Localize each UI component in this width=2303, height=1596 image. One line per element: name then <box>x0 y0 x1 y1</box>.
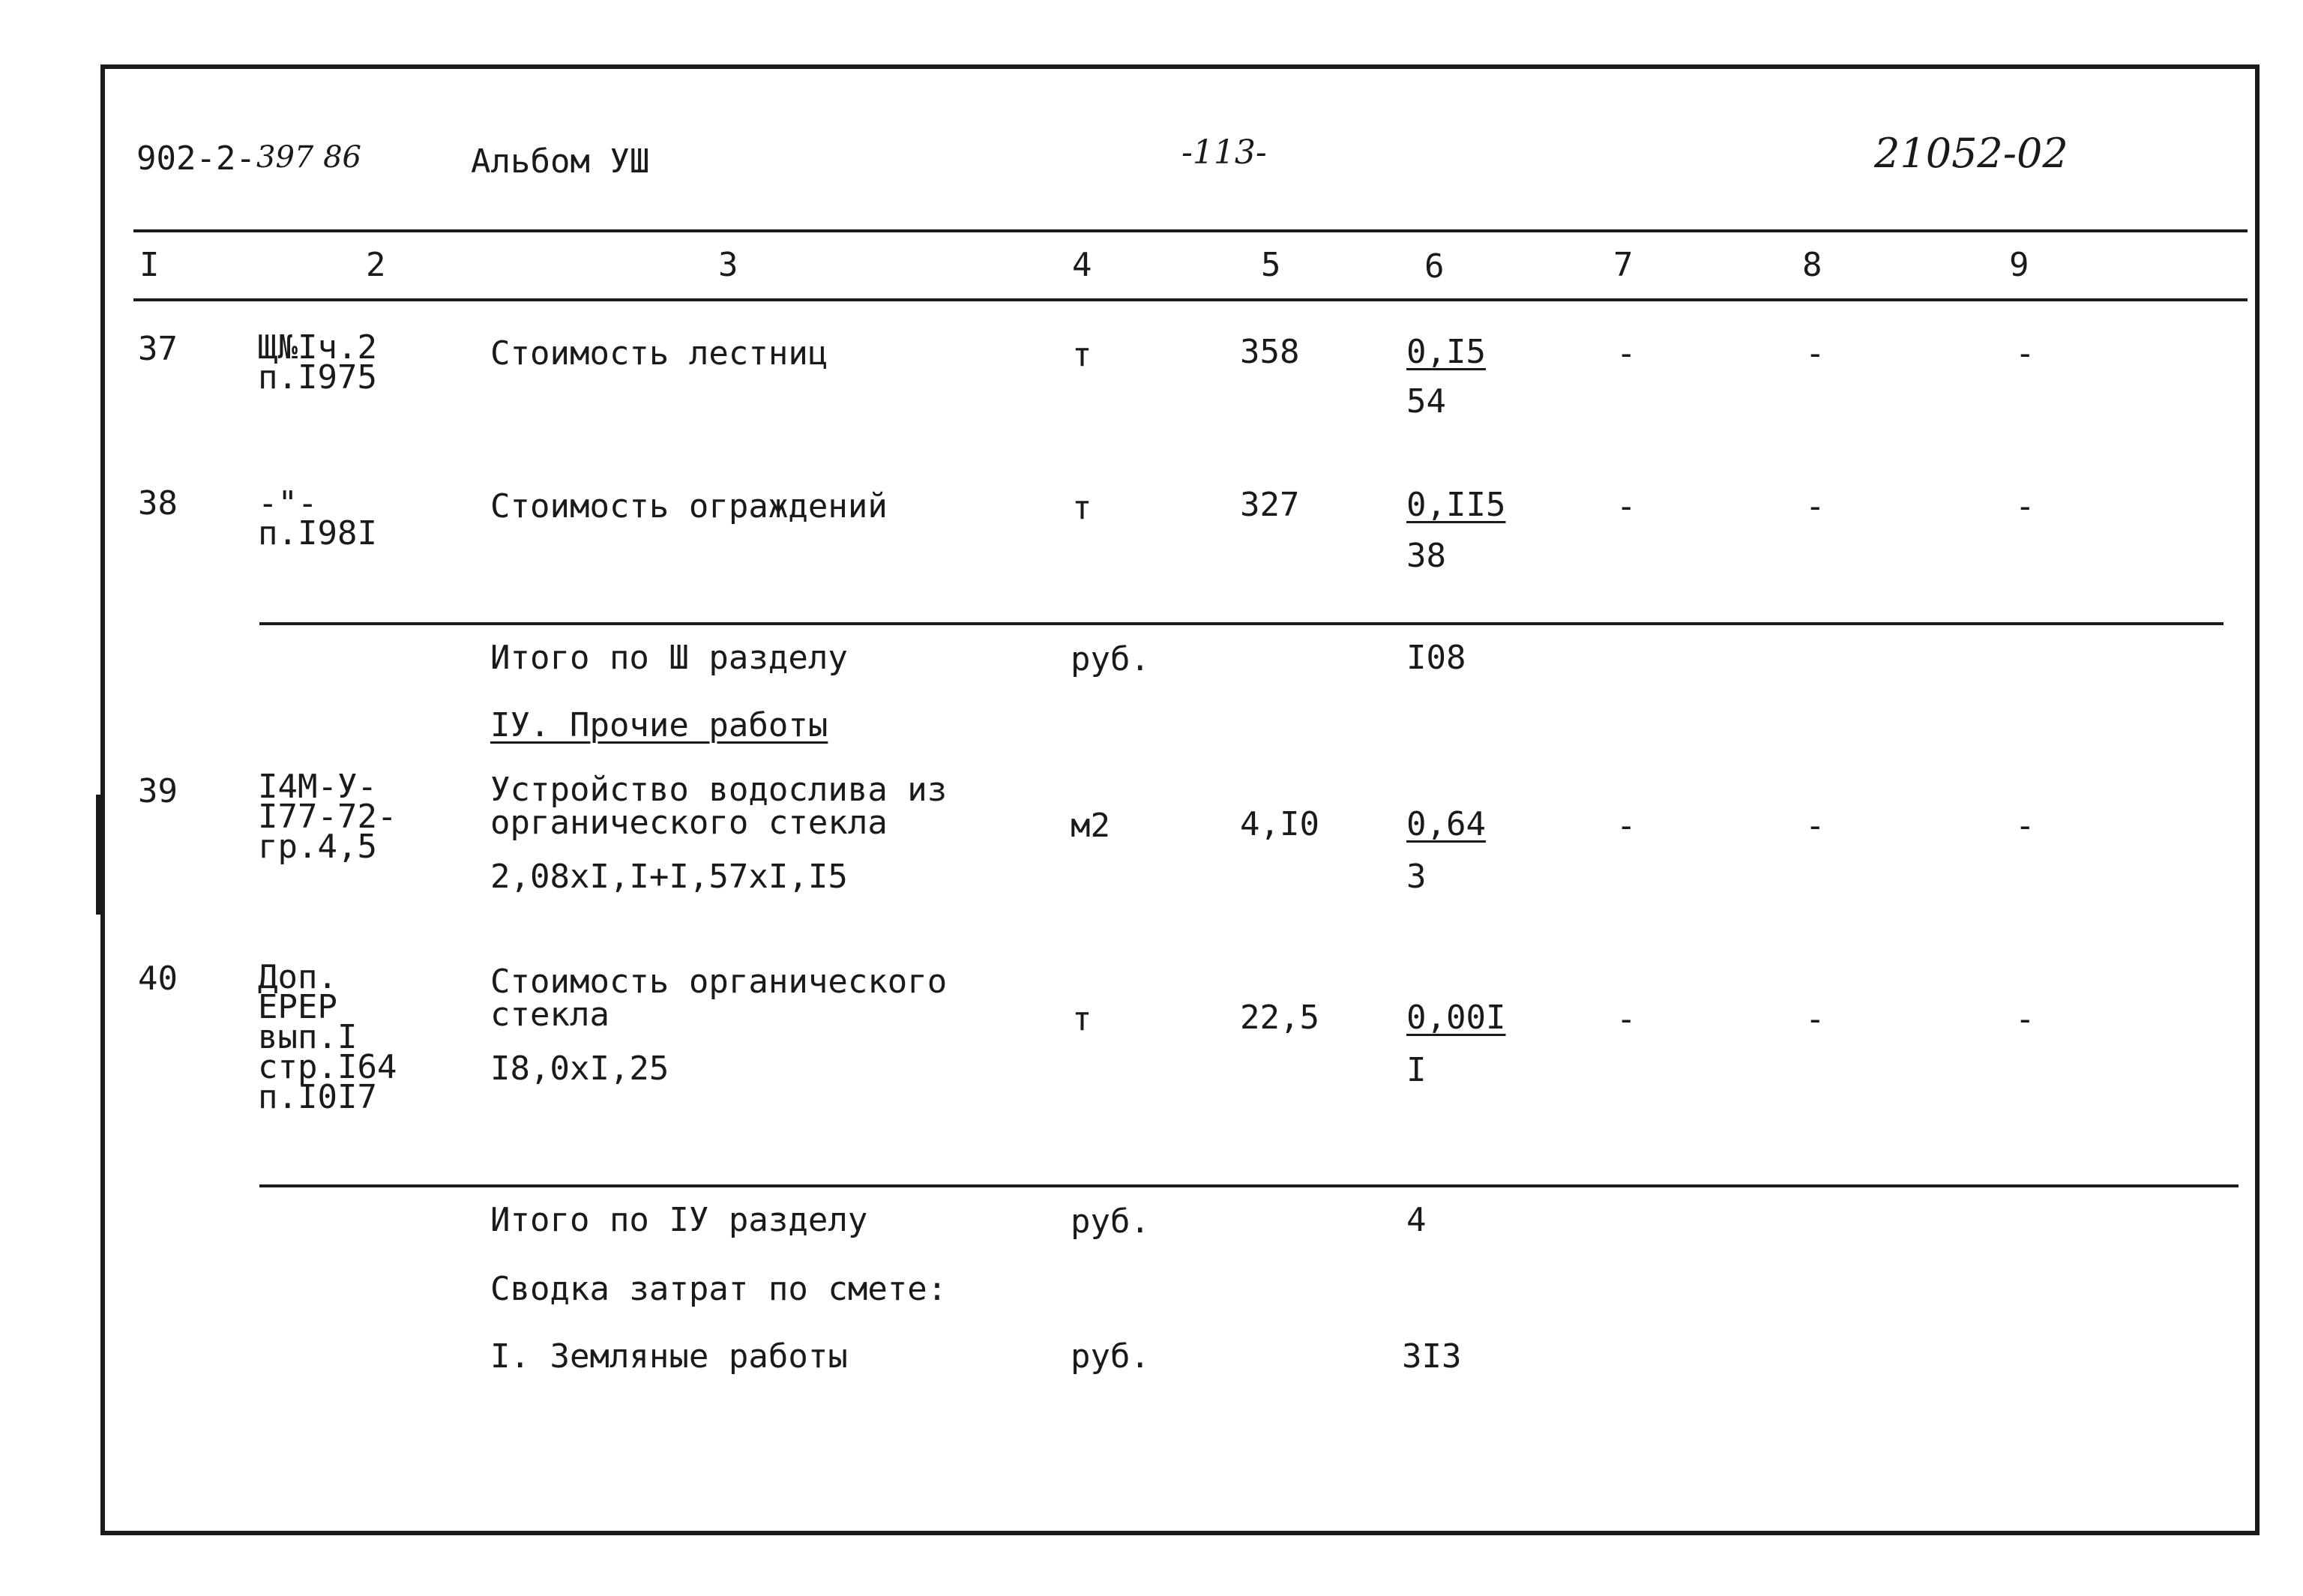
row-37-col8: - <box>1805 334 1825 373</box>
row-37-unit: т <box>1072 336 1092 374</box>
row-37-number: 37 <box>138 330 178 368</box>
subtotal-4-label: Итого по IУ разделу <box>490 1201 868 1239</box>
column-header-3: 3 <box>718 246 738 284</box>
row-39-col8: - <box>1805 807 1825 845</box>
row-37-col9: - <box>2015 334 2035 373</box>
row-38-rate: 0,II5 <box>1406 486 1506 524</box>
row-38-col7: - <box>1616 487 1637 526</box>
doc-number-suffix: 397 86 <box>256 140 361 175</box>
column-header-2: 2 <box>366 246 386 284</box>
row-37-description: Стоимость лестниц <box>490 334 828 373</box>
row-39-quantity: 4,I0 <box>1240 805 1319 843</box>
header-rule-top <box>133 229 2248 232</box>
row-40-col7: - <box>1616 1000 1637 1038</box>
column-header-8: 8 <box>1802 246 1822 284</box>
row-38-col9: - <box>2015 487 2035 526</box>
doc-number-prefix: 902-2- <box>136 139 256 178</box>
summary-item-1-unit: руб. <box>1071 1337 1150 1376</box>
doc-code: 21052-02 <box>1874 130 2068 177</box>
row-40-ref-line-5: п.I0I7 <box>258 1078 377 1116</box>
column-header-6: 6 <box>1424 247 1445 286</box>
row-38-description: Стоимость ограждений <box>490 487 888 526</box>
section-4-title: IУ. Прочие работы <box>490 706 828 744</box>
row-39-description-line-2: органического стекла <box>490 804 888 842</box>
subtotal-4-rule <box>259 1184 2239 1187</box>
row-39-ref-line-3: гр.4,5 <box>258 828 377 866</box>
subtotal-3-rule <box>259 622 2224 625</box>
summary-item-1-label: I. Земляные работы <box>490 1337 848 1376</box>
row-40-description-line-2: стекла <box>490 996 609 1034</box>
subtotal-4-unit: руб. <box>1071 1202 1150 1241</box>
row-39-unit: м2 <box>1071 807 1110 845</box>
row-37-ref-line-1: Щ№Iч.2 <box>258 328 377 367</box>
row-39-cost: 3 <box>1406 858 1427 896</box>
row-39-description-line-1: Устройство водослива из <box>490 771 948 809</box>
row-39-col9: - <box>2015 807 2035 845</box>
row-40-col8: - <box>1805 1000 1825 1038</box>
row-39-rate: 0,64 <box>1406 805 1486 843</box>
row-40-ref-line-3: вып.I <box>258 1018 358 1056</box>
row-39-col7: - <box>1616 807 1637 845</box>
row-39-calculation: 2,08хI,I+I,57хI,I5 <box>490 858 848 896</box>
summary-title: Сводка затрат по смете: <box>490 1270 948 1308</box>
column-header-1: I <box>139 246 160 284</box>
row-38-number: 38 <box>138 484 178 523</box>
row-38-ref-line-2: п.I98I <box>258 514 377 552</box>
row-37-quantity: 358 <box>1240 333 1300 371</box>
row-40-description-line-1: Стоимость органического <box>490 963 948 1001</box>
row-38-cost: 38 <box>1406 537 1446 575</box>
row-38-quantity: 327 <box>1240 486 1300 524</box>
row-40-quantity: 22,5 <box>1240 999 1319 1037</box>
row-37-rate: 0,I5 <box>1406 333 1486 371</box>
row-39-ref-line-1: I4М-У- <box>258 768 377 806</box>
subtotal-3-unit: руб. <box>1071 640 1150 678</box>
row-40-cost: I <box>1406 1051 1427 1089</box>
column-header-9: 9 <box>2009 246 2029 284</box>
subtotal-3-label: Итого по Ш разделу <box>490 639 848 677</box>
album-label: Альбом УШ <box>471 142 650 181</box>
row-38-col8: - <box>1805 487 1825 526</box>
row-40-ref-line-1: Доп. <box>258 958 337 996</box>
row-40-ref-line-2: ЕРЕР <box>258 988 337 1026</box>
scan-edge-mark <box>96 795 105 915</box>
row-40-rate: 0,00I <box>1406 999 1506 1037</box>
subtotal-4-value: 4 <box>1406 1201 1427 1239</box>
row-39-number: 39 <box>138 772 178 810</box>
subtotal-3-value: I08 <box>1406 639 1466 677</box>
row-38-ref-line-1: -"- <box>258 484 318 523</box>
column-header-7: 7 <box>1613 246 1634 284</box>
row-40-calculation: I8,0хI,25 <box>490 1050 669 1088</box>
row-38-unit: т <box>1072 489 1092 527</box>
row-40-unit: т <box>1072 1000 1092 1038</box>
column-header-4: 4 <box>1072 246 1092 284</box>
summary-item-1-value: 3I3 <box>1402 1337 1462 1376</box>
row-39-ref-line-2: I77-72- <box>258 798 397 836</box>
row-37-cost: 54 <box>1406 382 1446 421</box>
page-frame <box>100 64 2260 1535</box>
header-rule-bottom <box>133 298 2248 301</box>
row-40-number: 40 <box>138 960 178 998</box>
row-37-col7: - <box>1616 334 1637 373</box>
row-40-col9: - <box>2015 1000 2035 1038</box>
row-37-ref-line-2: п.I975 <box>258 358 377 397</box>
column-header-5: 5 <box>1261 246 1281 284</box>
row-40-ref-line-4: стр.I64 <box>258 1048 397 1086</box>
page-number: -113- <box>1181 133 1267 172</box>
